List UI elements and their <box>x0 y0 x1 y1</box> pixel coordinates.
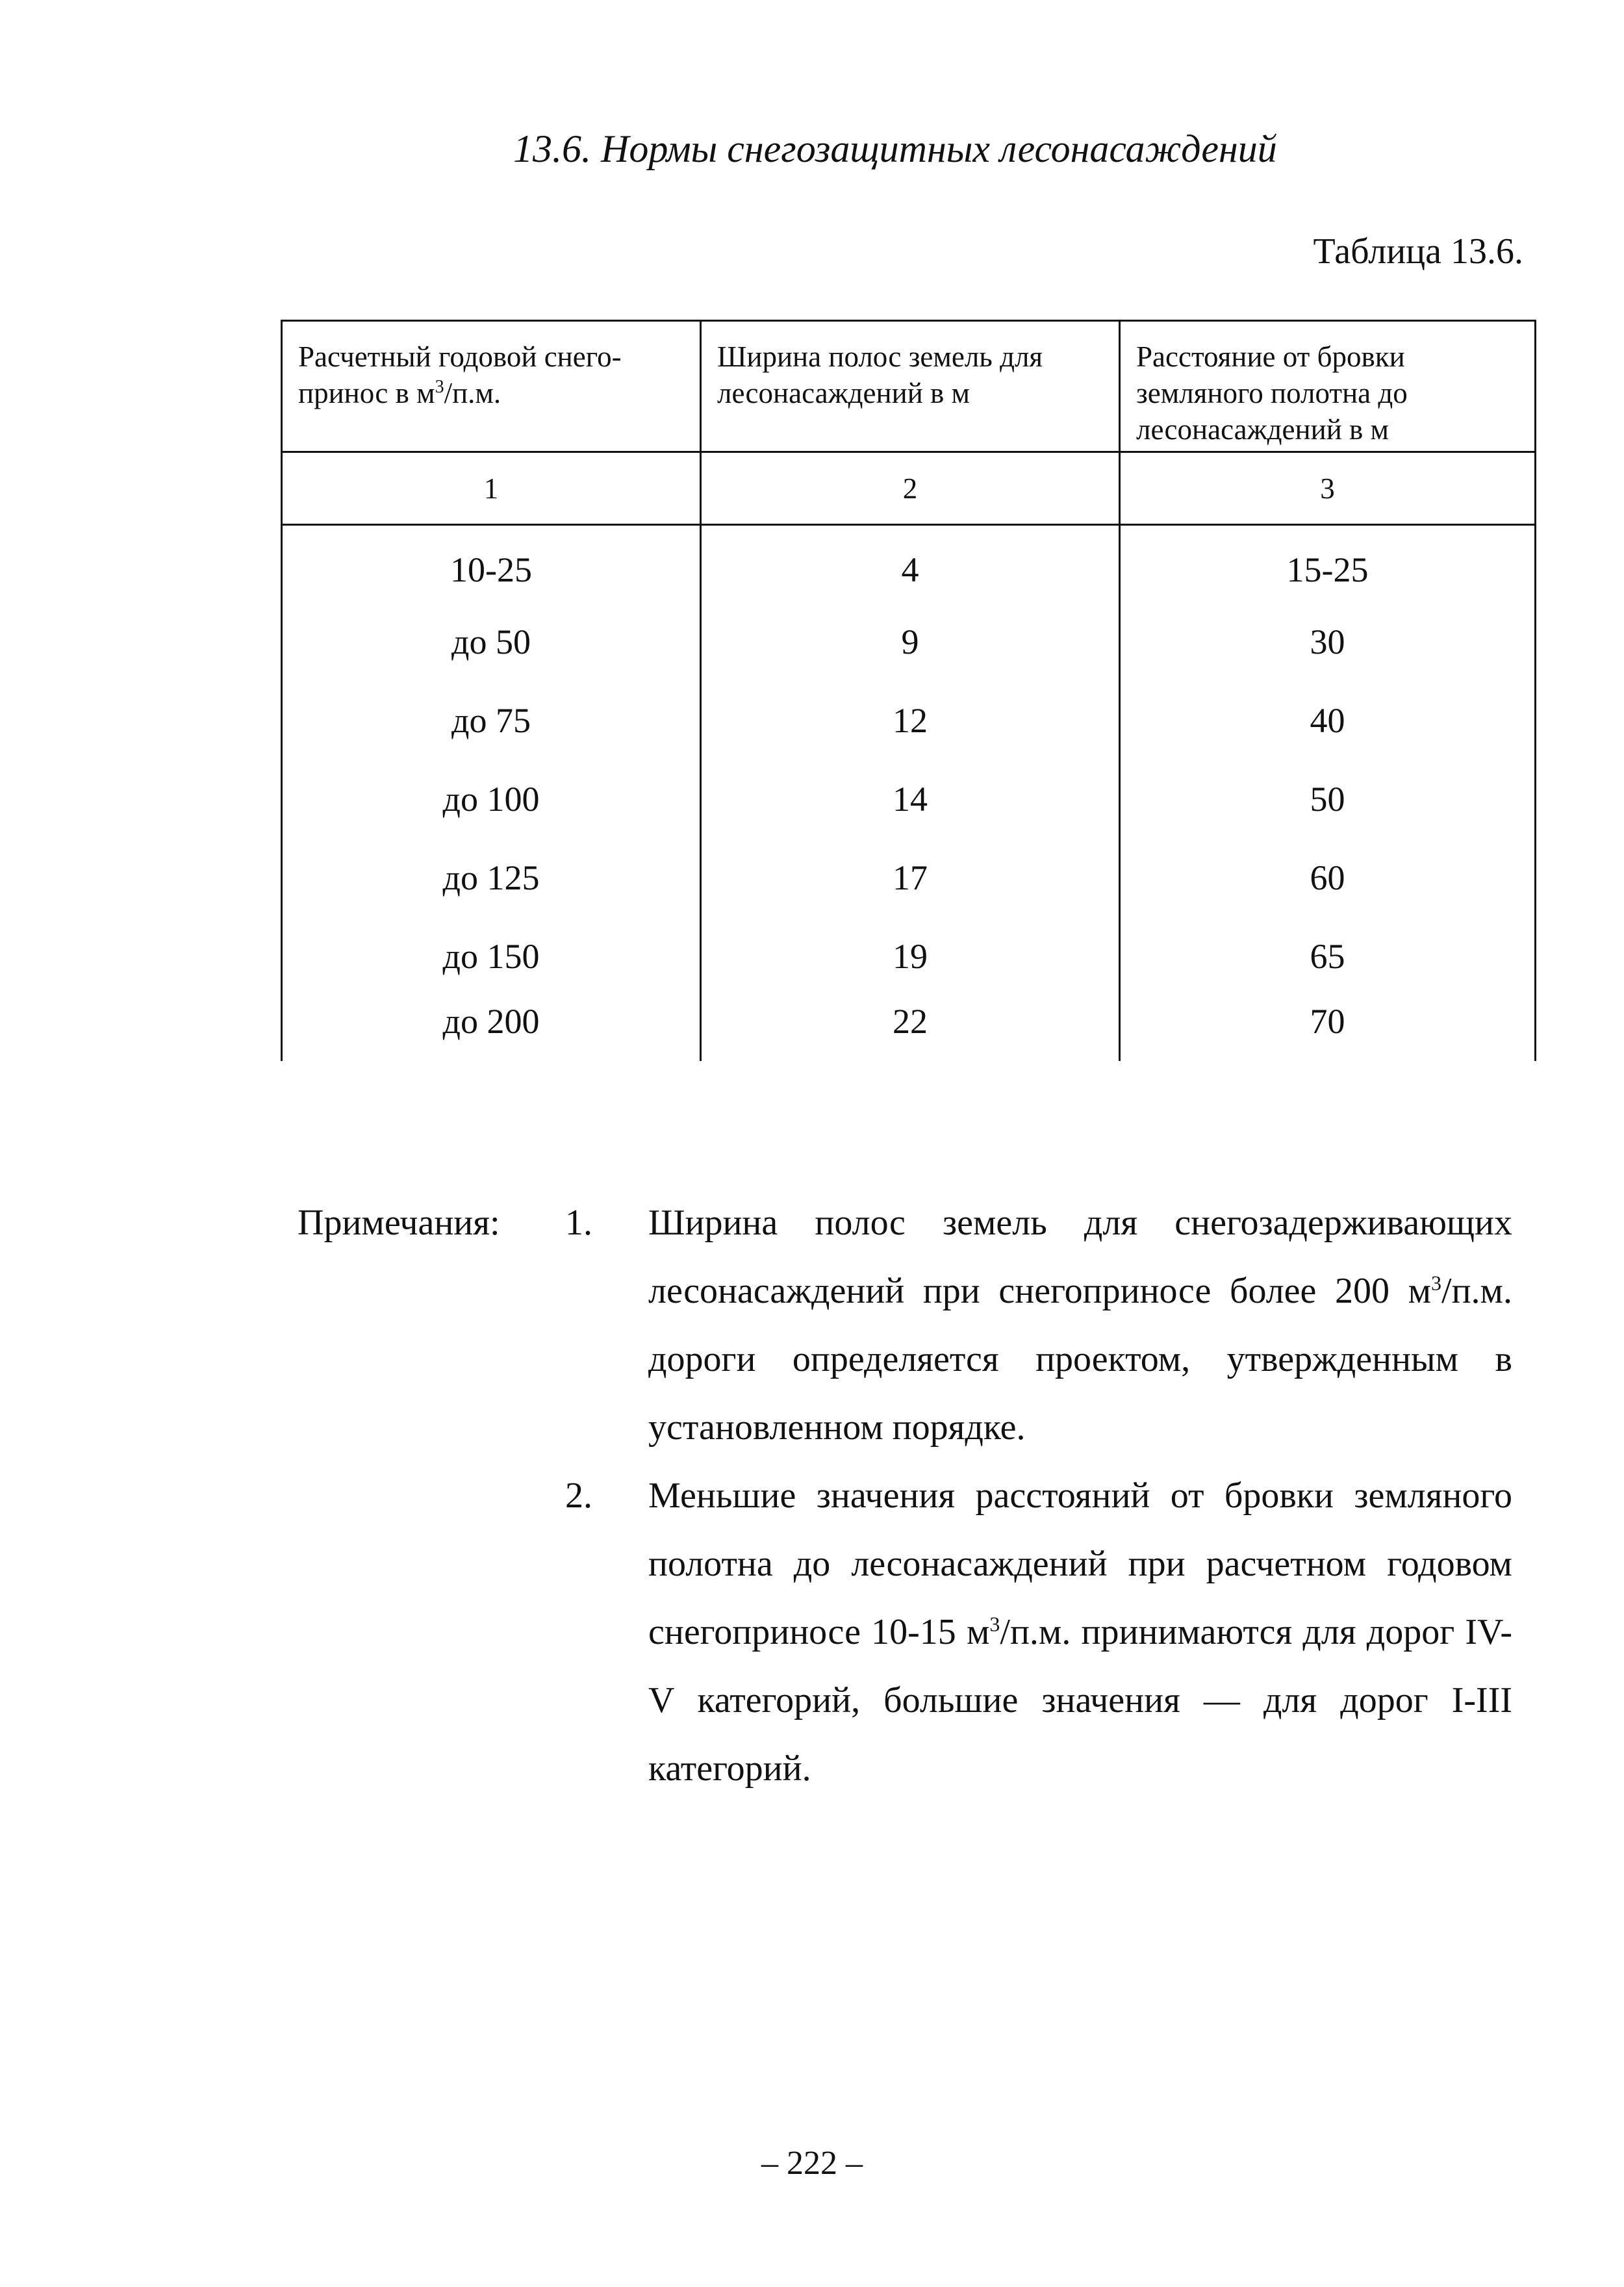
note-text: Меньшие значения расстояний от бровки земляного полотна до лесонасаждений при расчетном годовом снегоприносе 10-15 $м^3/п.м$. принимаются для дорог IV-V категорий, большие значения — для дорог I-III категорий. <box>648 1476 1512 1789</box>
table-cell: 15-25 <box>1120 525 1536 603</box>
header-snow-transfer: Расчетный годовой снего-принос в $м^3/п.м$. <box>282 321 701 452</box>
table-cell: 70 <box>1120 996 1536 1061</box>
table-cell: 40 <box>1120 682 1536 760</box>
table-row <box>282 760 1536 839</box>
header-superscript: 3 <box>435 377 444 397</box>
column-number-row <box>282 452 1536 525</box>
table-cell: до 200 <box>282 996 701 1061</box>
table-cell: 65 <box>1120 917 1536 996</box>
table-cell: до 75 <box>282 682 701 760</box>
table-cell: до 100 <box>282 760 701 839</box>
table-cell: 19 <box>701 917 1120 996</box>
table-cell: 4 <box>701 525 1120 603</box>
column-number: 1 <box>282 452 701 525</box>
table-header-row <box>282 321 1536 452</box>
table-row <box>282 603 1536 682</box>
note-superscript: 3 <box>1431 1271 1442 1295</box>
table-row <box>282 682 1536 760</box>
note-superscript: 3 <box>989 1612 1000 1636</box>
table-cell: 50 <box>1120 760 1536 839</box>
table-cell: до 150 <box>282 917 701 996</box>
column-number: 3 <box>1120 452 1536 525</box>
table-row <box>282 525 1536 603</box>
table-row <box>282 839 1536 917</box>
table-row <box>282 917 1536 996</box>
table-cell: 10-25 <box>282 525 701 603</box>
table-cell: 30 <box>1120 603 1536 682</box>
note-text: Ширина полос земель для снегозадерживающих лесонасаждений при снегоприносе более 200 $м^3/п.м$. дороги определяется проектом, утвержденным в установленном порядке. <box>648 1203 1512 1448</box>
header-strip-width: Ширина полос земель для лесонасаждений в м <box>701 321 1120 452</box>
table-cell: 9 <box>701 603 1120 682</box>
page-number: – 222 – <box>761 2145 863 2182</box>
note-number: 1. <box>565 1203 592 1243</box>
table-caption: Таблица 13.6. <box>1313 231 1523 272</box>
section-title: 13.6. Нормы снегозащитных лесонасаждений <box>513 127 1277 170</box>
table-cell: 60 <box>1120 839 1536 917</box>
table-row <box>282 996 1536 1061</box>
table-cell: до 50 <box>282 603 701 682</box>
notes-section <box>298 1189 1532 1803</box>
norms-table <box>281 320 1536 1061</box>
table-cell: 17 <box>701 839 1120 917</box>
note-number: 2. <box>565 1476 592 1516</box>
column-number: 2 <box>701 452 1120 525</box>
table-cell: 14 <box>701 760 1120 839</box>
note-item <box>298 1189 1532 1462</box>
table-cell: 22 <box>701 996 1120 1061</box>
notes-label: Примечания: <box>298 1203 500 1243</box>
table-cell: до 125 <box>282 839 701 917</box>
table-cell: 12 <box>701 682 1120 760</box>
note-item <box>298 1462 1532 1803</box>
header-distance: Расстояние от бровки земляного полотна до лесонасаждений в м <box>1120 321 1536 452</box>
